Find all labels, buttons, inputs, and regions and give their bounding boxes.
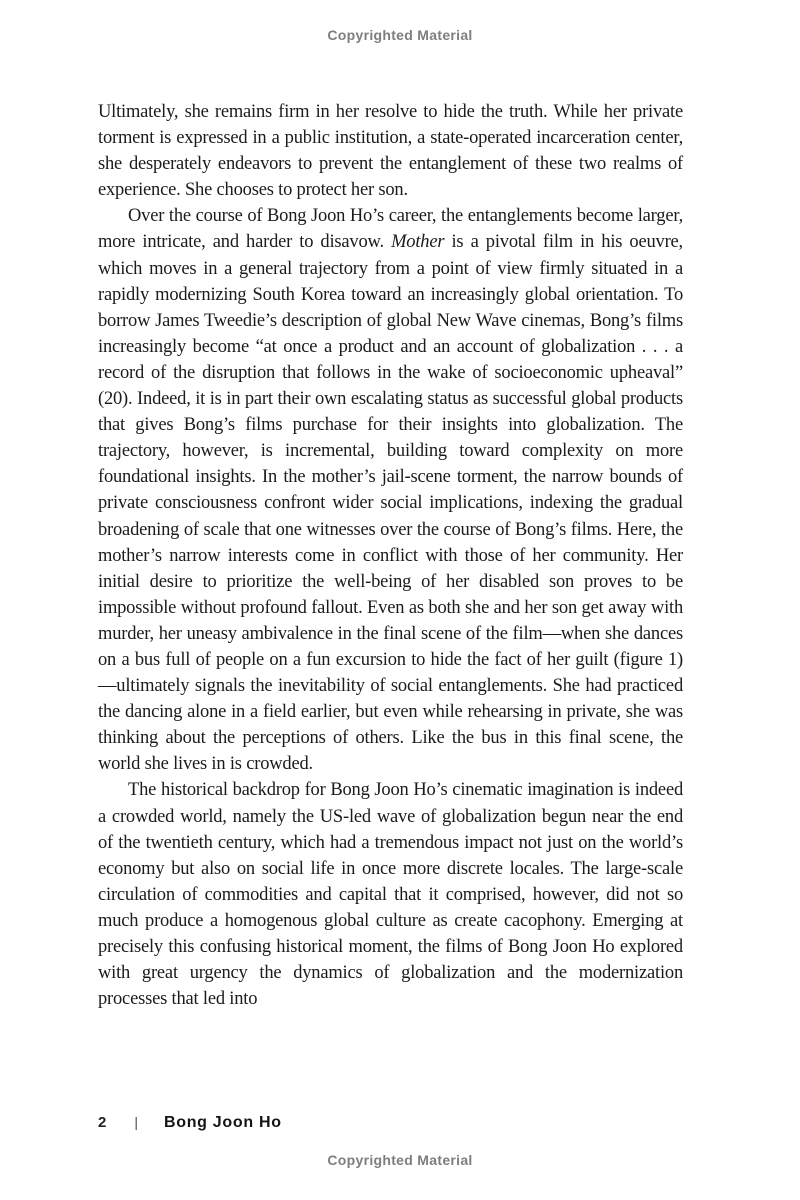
paragraph <box>98 203 683 777</box>
text-segment: Ultimately, she remains firm in her resolve to hide the truth. While her private torment is expressed in a public institution, a state-operated incarceration center, she desperately endeavors to prevent the entanglement of these two realms of experience. She chooses to protect her son. <box>98 102 683 201</box>
copyright-notice-bottom: Copyrighted Material <box>327 1152 473 1168</box>
footer-separator: | <box>134 1114 138 1130</box>
paragraph <box>98 777 683 1012</box>
text-segment: is a pivotal film in his oeuvre, which moves in a general trajectory from a point of view firmly situated in a rapidly modernizing South Korea toward an increasingly global orientation. To borrow James Tweedie’s description of global New Wave cinemas, Bong’s films increasingly become “at once a product and an account of globalization . . . a record of the disruption that follows in the wake of socioeconomic upheaval” (20). Indeed, it is in part their own escalating status as successful global products that gives Bong’s films purchase for their insights into globalization. The trajectory, however, is incremental, building toward complexity on more foundational insights. In the mother’s jail-scene torment, the narrow bounds of private consciousness confront wider social implications, indexing the gradual broadening of scale that one witnesses over the course of Bong’s films. Here, the mother’s narrow interests come in conflict with those of her community. Her initial desire to prioritize the well-being of her disabled son proves to be impossible without profound fallout. Even as both she and her son get away with murder, her uneasy ambivalence in the final scene of the film—when she dances on a bus full of people on a fun excursion to hide the fact of her guilt (figure 1)—ultimately signals the inevitability of social entanglements. She had practiced the dancing alone in a field earlier, but even while rehearsing in private, she was thinking about the perceptions of others. Like the bus in this final scene, the world she lives in is crowded. <box>98 232 683 775</box>
running-title: Bong Joon Ho <box>163 1114 282 1131</box>
text-segment: The historical backdrop for Bong Joon Ho’s cinematic imagination is indeed a crowded world, namely the US-led wave of globalization begun near the end of the twentieth century, which had a tremendous impact not just on the world’s economy but also on social life in once more discrete locales. The large-scale circulation of commodities and capital that it comprised, however, did not so much produce a homogenous global culture as create cacophony. Emerging at precisely this confusing historical moment, the films of Bong Joon Ho explored with great urgency the dynamics of globalization and the modernization processes that led into <box>98 780 683 1010</box>
text-segment: Over the course of Bong Joon Ho’s career, the entanglements become larger, more intricate, and harder to disavow. <box>98 206 683 253</box>
film-title-italic: Mother <box>391 232 445 253</box>
copyright-notice-top: Copyrighted Material <box>327 27 473 43</box>
body-text <box>98 99 683 1012</box>
page-footer <box>98 1114 282 1132</box>
page-number: 2 <box>98 1114 107 1131</box>
paragraph <box>98 99 683 203</box>
